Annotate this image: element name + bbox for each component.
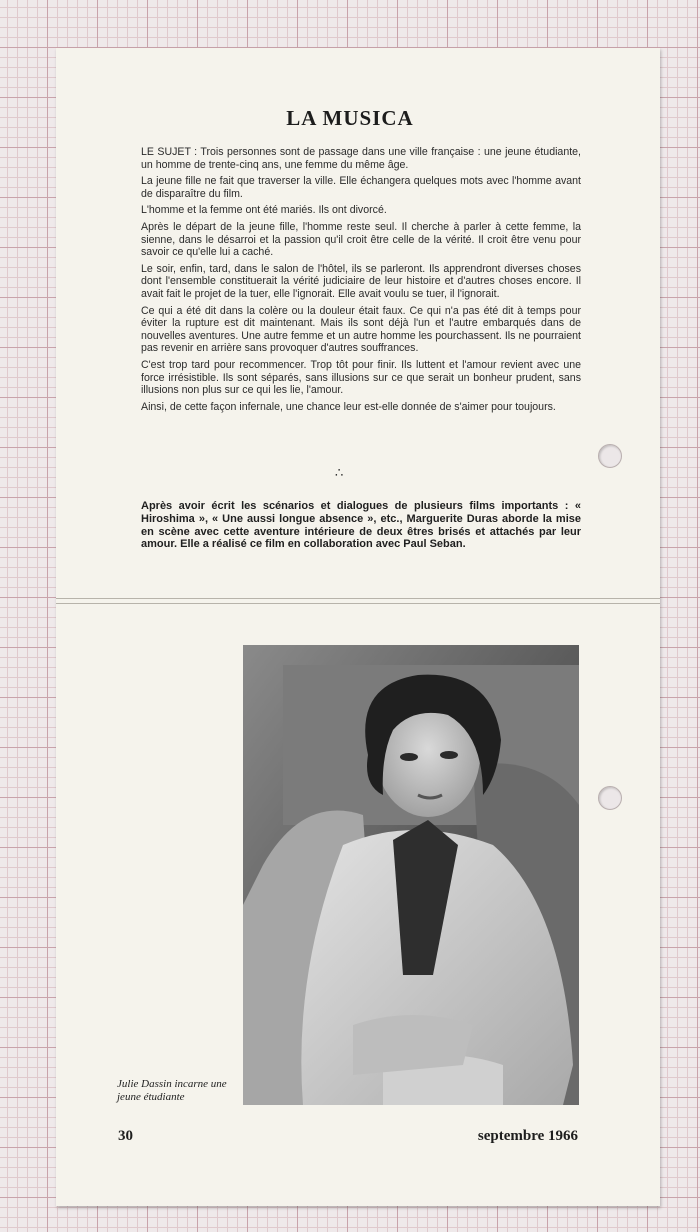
paragraph: La jeune fille ne fait que traverser la ville. Elle échangera quelques mots avec l'homme avant de disparaître du film. (141, 175, 581, 200)
paragraph: Ainsi, de cette façon infernale, une chance leur est-elle donnée de s'aimer pour toujours. (141, 400, 556, 413)
section-separator: ∴ (335, 466, 344, 481)
paragraph: C'est trop tard pour recommencer. Trop tôt pour finir. Ils luttent et l'amour revient avec une force irrésistible. Ils sont séparés, sans illusions sur ce que serait un bonheur prudent, sans illusions non plus sur ce qui les lie, l'amour. (141, 358, 581, 397)
issue-date: septembre 1966 (477, 1128, 578, 1144)
paragraph: Le soir, enfin, tard, dans le salon de l'hôtel, ils se parleront. Ils apprendront diverses choses dont l'ensemble constituerait la vérité judiciaire de leur histoire et d'autres choses encore. Il avait fait le projet de la tuer, elle l'ignorait. Elle avait voulu se tuer, il l'ignorait. (141, 262, 581, 300)
paragraph: Ce qui a été dit dans la colère ou la douleur était faux. Ce qui n'a pas été dit à temps pour éviter la rupture est dit maintenant. Mais ils sont déjà l'un et l'autre embarqués dans de nouvelles aventures. Une autre femme et un autre homme les pourchassent. Ils ne pourraient pas revenir en arrière sans provoquer d'autres souffrances. (141, 304, 581, 355)
fold-line (56, 598, 660, 599)
binder-hole (598, 444, 622, 468)
binder-hole (598, 786, 622, 810)
article-title: LA MUSICA (286, 106, 414, 130)
paragraph: L'homme et la femme ont été mariés. Ils ont divorcé. (141, 204, 387, 217)
paragraph: Après le départ de la jeune fille, l'homme reste seul. Il cherche à parler à cette femme, la sienne, dans le désarroi et la passion qu'il croit être celle de la vérité. Il croit être venu pour savoir ce qu'elle lui a caché. (141, 220, 581, 259)
paragraph: LE SUJET : Trois personnes sont de passage dans une ville française : une jeune étudiante, un homme de trente-cinq ans, une femme du même âge. (141, 146, 581, 171)
photo-caption: Julie Dassin incarne une jeune étudiante (117, 1078, 227, 1103)
article-body (141, 146, 581, 417)
director-bio: Après avoir écrit les scénarios et dialogues de plusieurs films importants : « Hiroshima », « Une aussi longue absence », etc., Marguerite Duras aborde la mise en scène avec cette aventure intérieure de deux êtres brisés et attachés par leur amour. Elle a réalisé ce film en collaboration avec Paul Seban. (141, 500, 581, 551)
fold-line (56, 603, 660, 604)
film-still-photo (243, 645, 579, 1105)
portrait-illustration (243, 645, 579, 1105)
page-number: 30 (118, 1128, 133, 1144)
